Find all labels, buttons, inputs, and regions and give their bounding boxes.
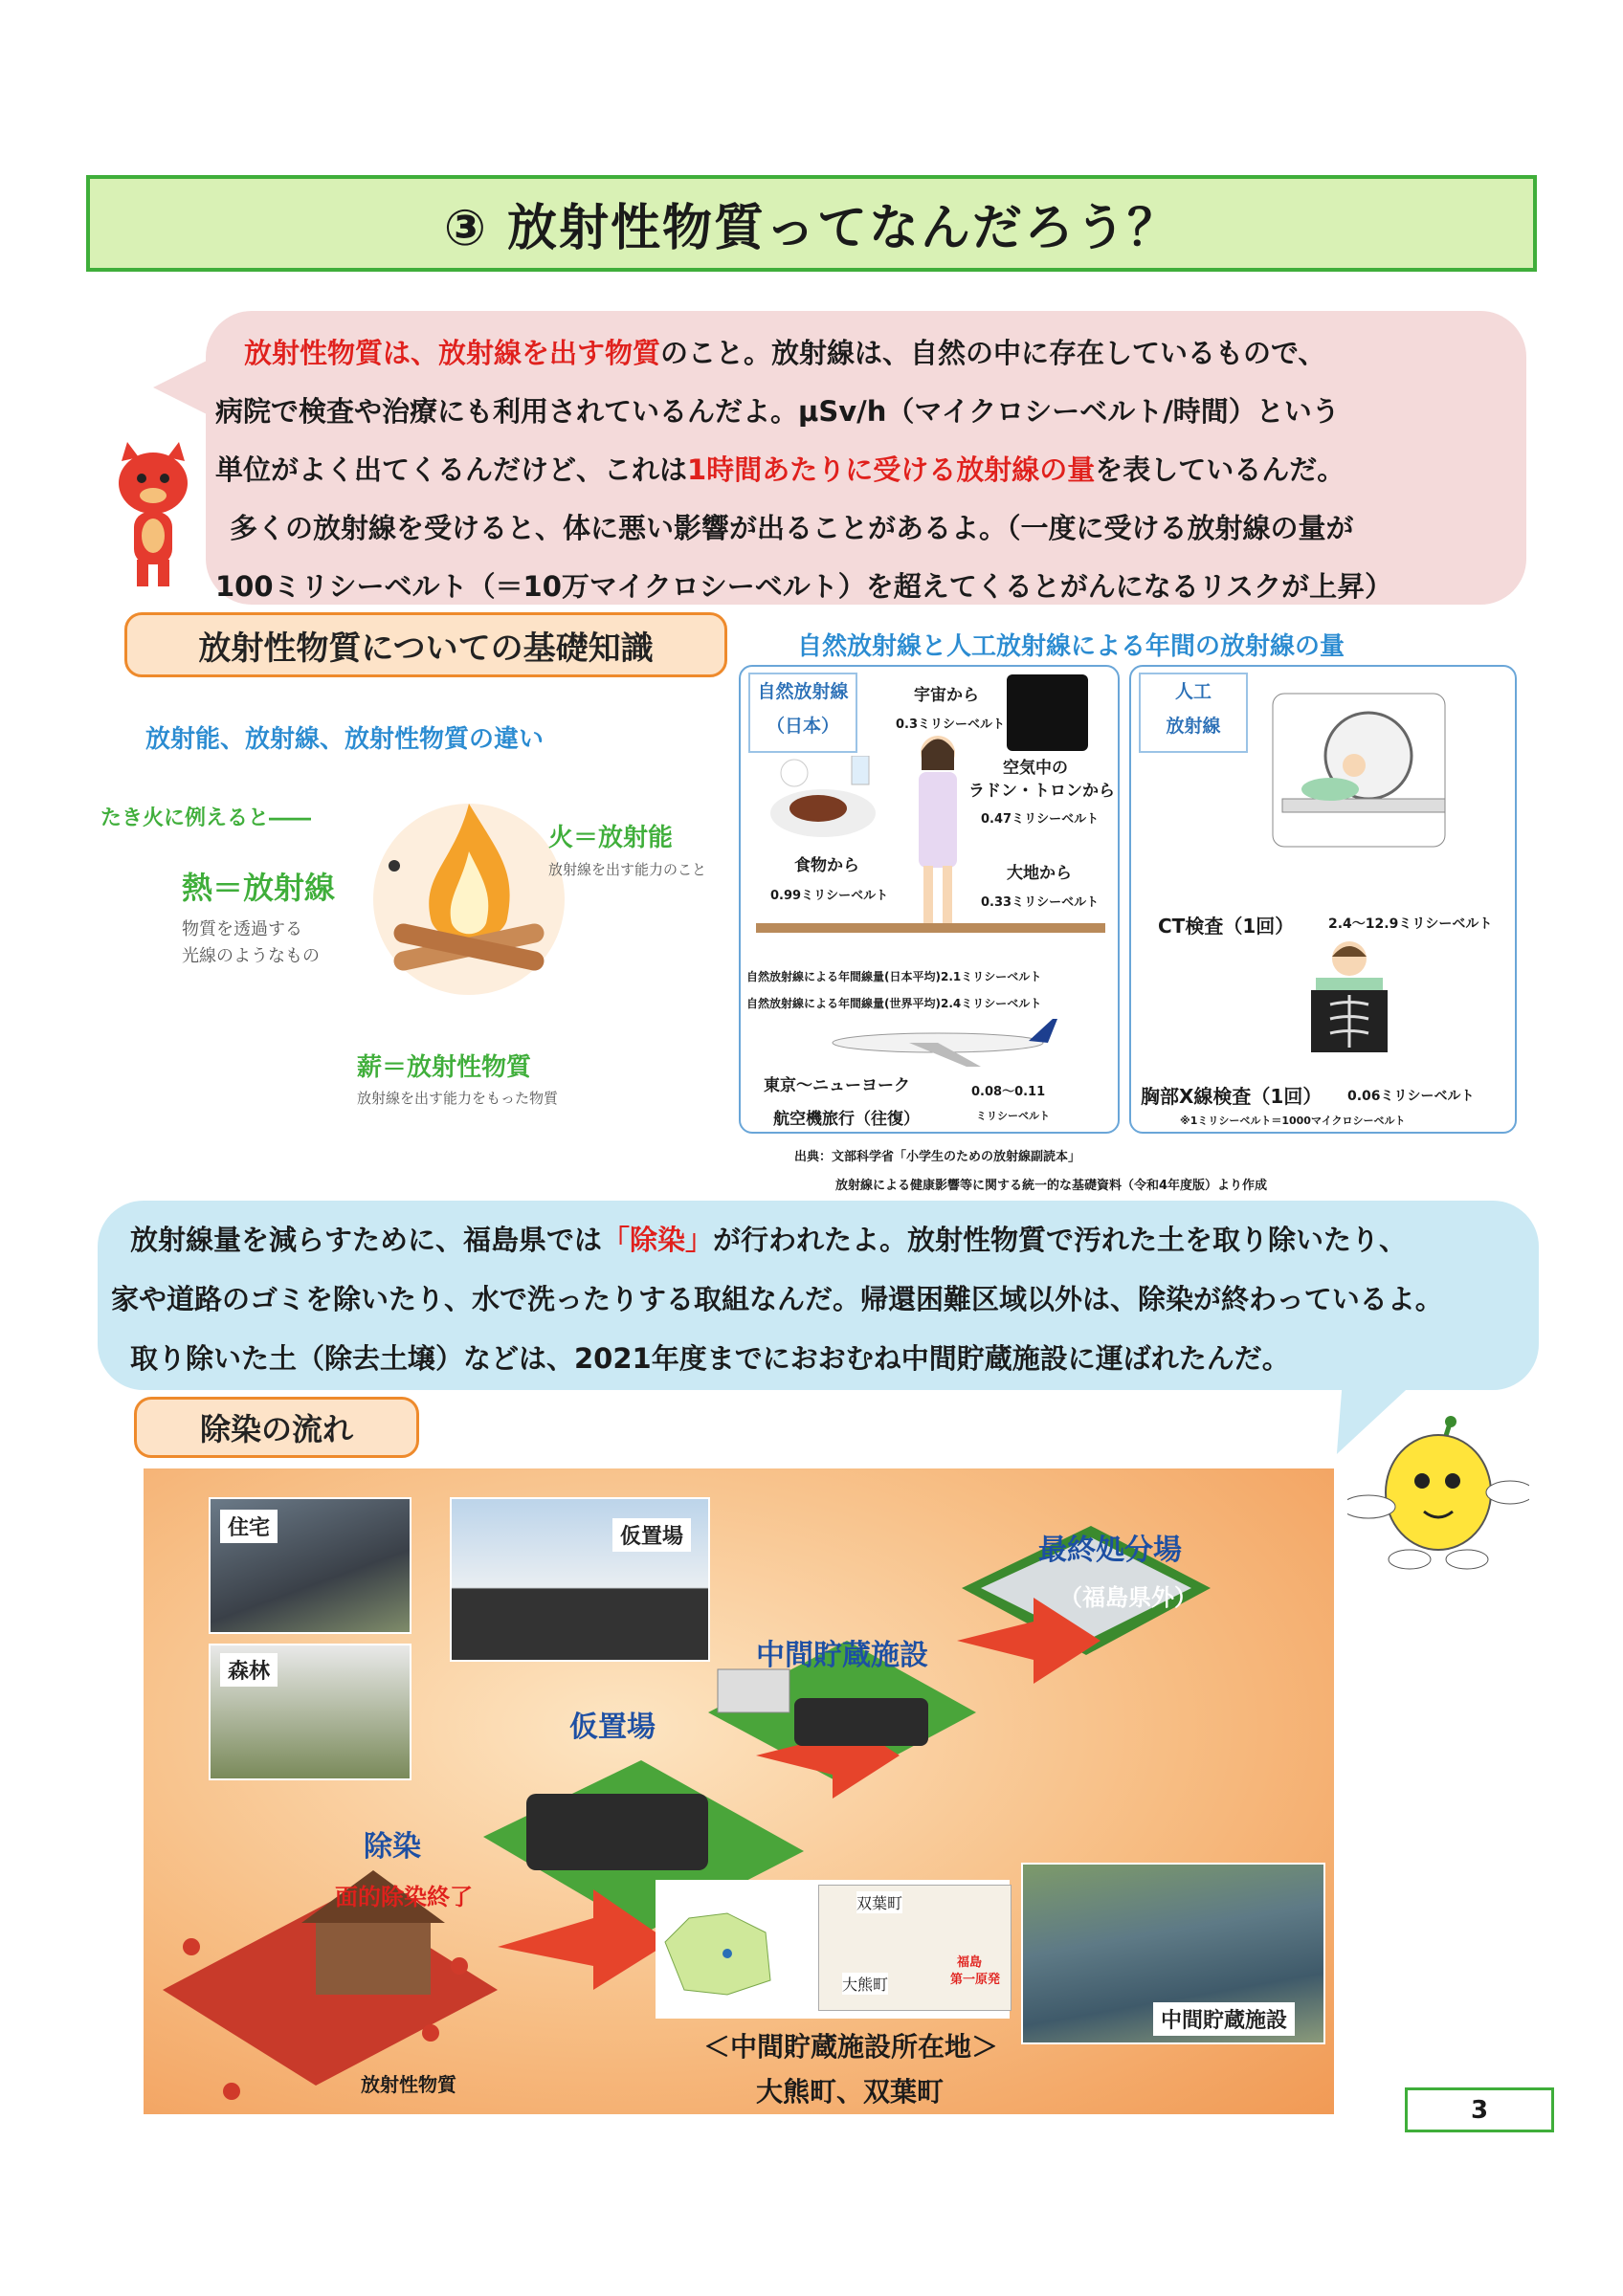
ground-value: 0.33ミリシーベルト <box>981 895 1100 910</box>
natural-label-box <box>748 673 857 753</box>
town-label: 双葉町 <box>856 1891 902 1913</box>
space-label: 宇宙から <box>914 686 979 705</box>
intro-speech-bubble <box>206 311 1526 605</box>
intro-text: 100ミリシーベルト（＝10万マイクロシーベルト）を超えてくるとがんになるリスクが上昇） <box>215 570 1393 603</box>
basics-subtitle: 放射能、放射線、放射性物質の違い <box>145 725 545 754</box>
wood-desc: 放射線を出す能力をもった物質 <box>357 1090 559 1107</box>
house-tag: 住宅 <box>220 1510 278 1543</box>
decon-text: が行われたよ。放射性物質で汚れた土を取り除いたり、 <box>713 1224 1408 1256</box>
final-sub-label: （福島県外） <box>1059 1584 1197 1611</box>
final-label: 最終処分場 <box>1038 1534 1182 1567</box>
radon-label: 空気中の <box>1003 759 1068 778</box>
forest-tag: 森林 <box>220 1653 278 1687</box>
ground-line <box>756 923 1105 933</box>
fire-desc: 放射線を出す能力のこと <box>548 861 707 878</box>
airplane-icon <box>823 1014 1062 1071</box>
source-line: 出典：文部科学省「小学生のための放射線副読本」 <box>794 1150 1081 1164</box>
flight-label: 航空機旅行（往復） <box>773 1110 920 1129</box>
decon-text: 放射線量を減らすために、福島県では <box>130 1224 603 1256</box>
artificial-label-box <box>1139 673 1248 753</box>
temp-site-photo-tag: 仮置場 <box>612 1518 691 1552</box>
page-number: 3 <box>1405 2087 1554 2132</box>
intro-text: 病院で検査や治療にも利用されているんだよ。μSv/h（マイクロシーベルト/時間）という <box>215 395 1340 428</box>
bonfire-icon <box>373 784 565 1014</box>
plant-label: 第一原発 <box>950 1973 1001 1987</box>
ct-value: 2.4～12.9ミリシーベルト <box>1328 916 1493 932</box>
decon-step-label: 除染 <box>364 1830 421 1864</box>
food-value: 0.99ミリシーベルト <box>770 889 889 903</box>
intro-text: 多くの放射線を受けると、体に悪い影響が出ることがあるよ。（一度に受ける放射線の量が <box>230 512 1354 544</box>
annual-heading: 自然放射線と人工放射線による年間の放射線の量 <box>797 632 1345 661</box>
heat-desc-line: 光線のようなもの <box>182 946 320 966</box>
heat-label: 熱＝放射線 <box>182 870 336 906</box>
flight-label: 東京～ニューヨーク <box>764 1076 910 1095</box>
page-title-box <box>86 175 1537 272</box>
radon-label: ラドン・トロンから <box>968 782 1115 801</box>
artificial-label: 放射線 <box>1166 716 1221 737</box>
ground-label: 大地から <box>1007 864 1072 883</box>
legend-label: 放射性物質 <box>361 2073 456 2096</box>
plant-label: 福島 <box>957 1955 983 1970</box>
avg-world: 自然放射線による年間線量(世界平均)2.4ミリシーベルト <box>746 997 1042 1010</box>
source-line: 放射線による健康影響等に関する統一的な基礎資料（令和4年度版）より作成 <box>835 1179 1268 1193</box>
basics-label: 放射性物質についての基礎知識 <box>124 612 727 677</box>
page-title: ③ 放射性物質ってなんだろう？ <box>443 200 1180 257</box>
ct-label: CT検査（1回） <box>1158 915 1295 938</box>
xray-label: 胸部X線検査（1回） <box>1141 1085 1323 1108</box>
fire-label: 火＝放射能 <box>548 824 674 852</box>
ct-scanner-icon <box>1263 684 1455 856</box>
mascot-yellow-icon <box>1347 1416 1529 1578</box>
interim-photo-tag: 中間貯蔵施設 <box>1153 2002 1295 2036</box>
temp-site-label: 仮置場 <box>569 1711 656 1744</box>
location-title: ＜中間貯蔵施設所在地＞ <box>703 2031 999 2063</box>
decon-text: 取り除いた土（除去土壌）などは、2021年度までにおおむね中間貯蔵施設に運ばれたんだ。 <box>130 1342 1290 1375</box>
intro-text: を表しているんだ。 <box>1095 453 1345 486</box>
decon-speech-bubble <box>98 1201 1539 1390</box>
heat-desc <box>182 916 320 970</box>
xray-value: 0.06ミリシーベルト <box>1347 1089 1475 1104</box>
flight-value: ミリシーベルト <box>976 1110 1050 1122</box>
bonfire-caption: たき火に例えると―― <box>100 806 312 830</box>
natural-label: （日本） <box>766 716 839 737</box>
heat-desc-line: 物質を透過する <box>182 919 302 939</box>
location-towns: 大熊町、双葉町 <box>756 2076 945 2108</box>
interim-label: 中間貯蔵施設 <box>756 1639 928 1672</box>
unit-note: ※1ミリシーベルト＝1000マイクロシーベルト <box>1180 1115 1406 1127</box>
intro-text: 単位がよく出てくるんだけど、これは <box>215 453 688 486</box>
galaxy-image <box>1007 674 1088 751</box>
space-value: 0.3ミリシーベルト <box>896 718 1006 732</box>
decon-text: 家や道路のゴミを除いたり、水で洗ったりする取組なんだ。帰還困難区域以外は、除染が終わっているよ。 <box>111 1283 1443 1315</box>
food-label: 食物から <box>794 856 859 875</box>
xray-icon <box>1297 938 1402 1057</box>
food-icon <box>766 756 880 842</box>
person-icon <box>904 732 971 933</box>
radon-value: 0.47ミリシーベルト <box>981 812 1100 827</box>
intro-text: のこと。放射線は、自然の中に存在しているもので、 <box>660 337 1326 369</box>
avg-japan: 自然放射線による年間線量(日本平均)2.1ミリシーベルト <box>746 970 1042 983</box>
decon-done-label: 面的除染終了 <box>335 1884 473 1910</box>
town-label: 大熊町 <box>842 1973 888 1995</box>
flow-label: 除染の流れ <box>134 1397 419 1458</box>
artificial-label: 人工 <box>1174 681 1212 702</box>
flight-value: 0.08～0.11 <box>971 1085 1046 1099</box>
fukushima-map-icon <box>660 1904 775 1999</box>
intro-highlight: 放射性物質は、放射線を出す物質 <box>244 337 661 369</box>
decon-highlight: 「除染」 <box>602 1224 714 1256</box>
wood-label: 薪＝放射性物質 <box>357 1053 532 1082</box>
natural-label: 自然放射線 <box>757 681 849 702</box>
intro-highlight: 1時間あたりに受ける放射線の量 <box>687 453 1096 486</box>
mascot-cow-icon <box>110 440 196 593</box>
